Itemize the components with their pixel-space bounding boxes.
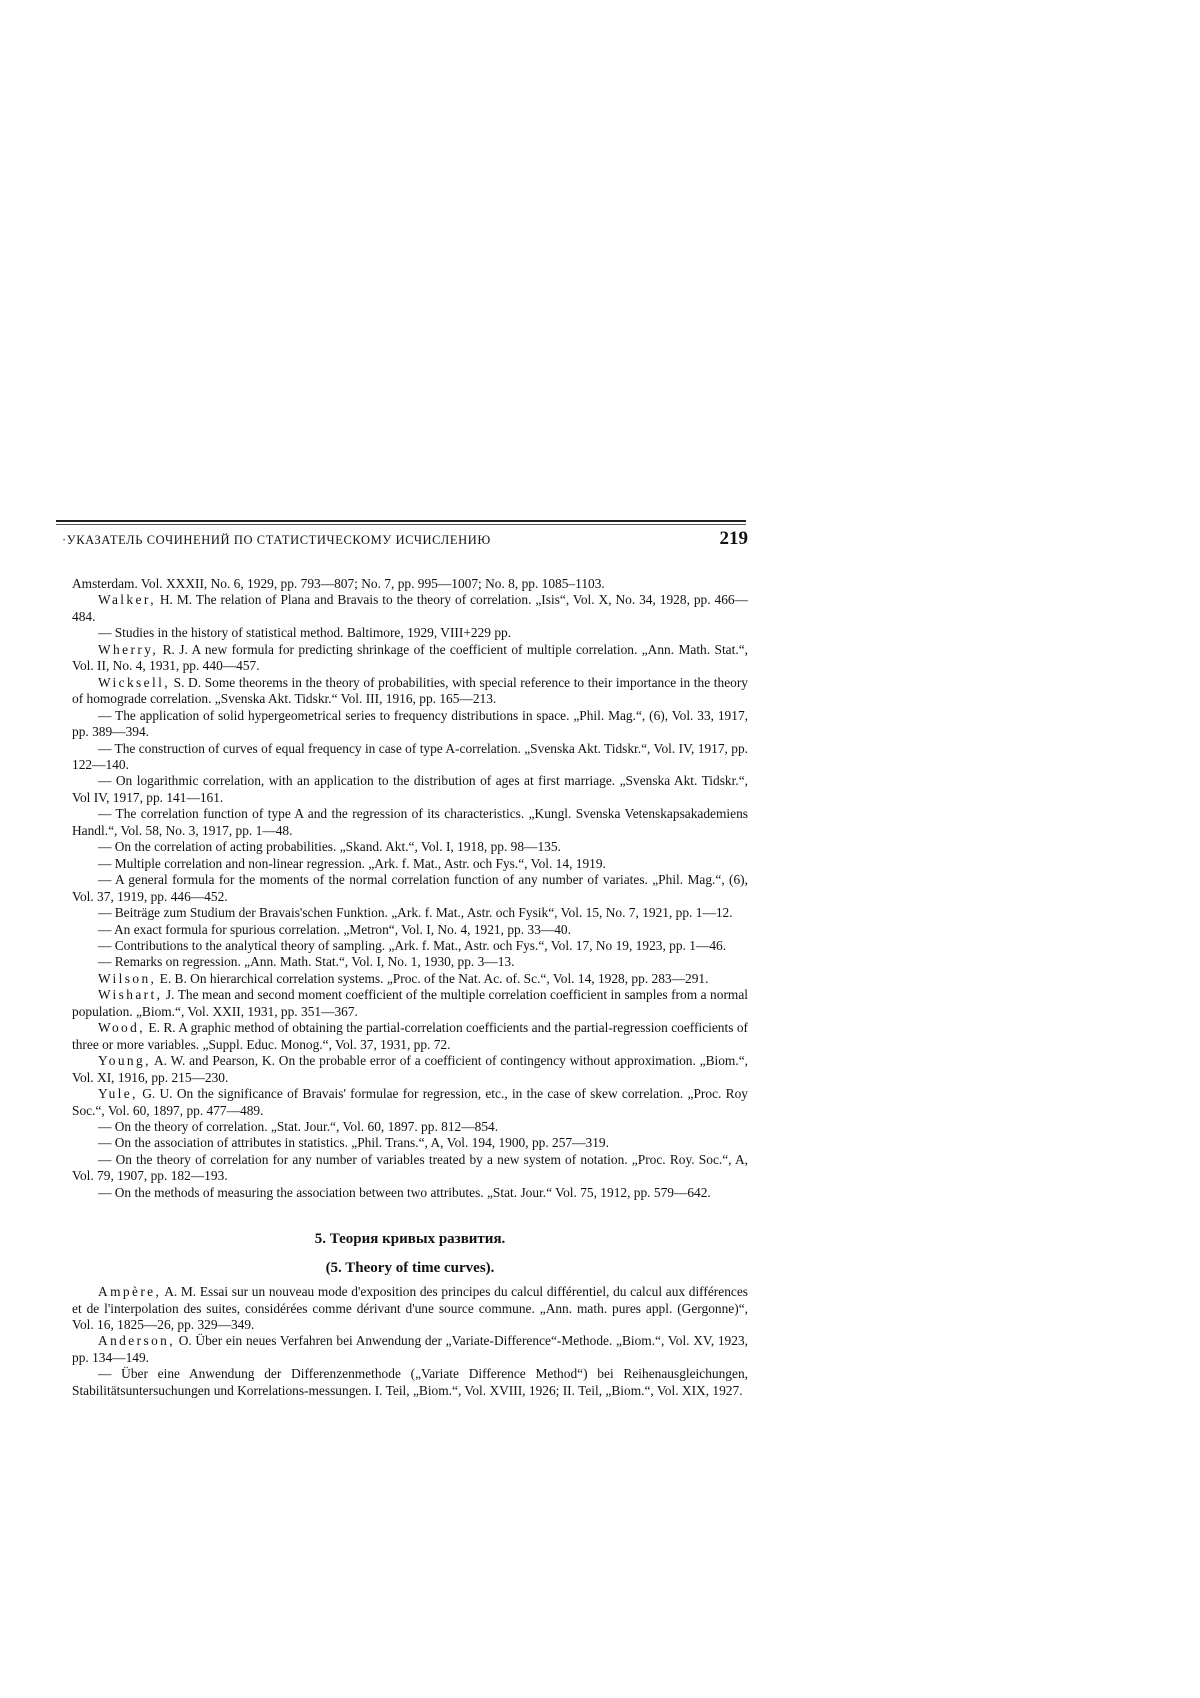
running-head (62, 528, 748, 550)
entry-text: — On logarithmic correlation, with an application to the distribution of ages at first marriage. „Svenska Akt. Tidskr.“, Vol IV, 1917, pp. 141—161. (72, 773, 748, 805)
bibliography-entry (72, 938, 748, 954)
entry-author: Wishart, (98, 987, 163, 1003)
entry-text: A. M. Essai sur un nouveau mode d'exposition des principes du calcul différentiel, du calcul aux différences et de l'interpolation des suites, considérées comme dérivant d'une source commune. „Ann. math. pures appl. (Gergonne)“, Vol. 16, 1825—26, pp. 329—349. (72, 1284, 748, 1333)
entry-text: S. D. Some theorems in the theory of probabilities, with special reference to their importance in the theory of homograde correlation. „Svenska Akt. Tidskr.“ Vol. III, 1916, pp. 165—213. (72, 674, 748, 707)
entry-text: — On the theory of correlation for any number of variables treated by a new system of notation. „Proc. Roy. Soc.“, A, Vol. 79, 1907, pp. 182—193. (72, 1151, 748, 1184)
bibliography-entry (72, 642, 748, 675)
bibliography-entries (72, 576, 748, 1201)
bibliography-entry (72, 1333, 748, 1366)
entry-text: H. M. The relation of Plana and Bravais to the theory of correlation. „Isis“, Vol. X, No. 34, 1928, pp. 466—484. (72, 592, 748, 624)
entry-text: — On the theory of correlation. „Stat. Jour.“, Vol. 60, 1897. pp. 812—854. (98, 1118, 499, 1134)
entry-author: Ampère, (98, 1284, 162, 1300)
entry-text: — Beiträge zum Studium der Bravais'schen Funktion. „Ark. f. Mat., Astr. och Fysik“, Vol. 15, No. 7, 1921, pp. 1—12. (98, 905, 733, 921)
entry-text: E. R. A graphic method of obtaining the partial-correlation coefficients and the partial-regression coefficients of three or more variables. „Suppl. Educ. Monog.“, Vol. 37, 1931, pp. 72. (72, 1020, 748, 1052)
bibliography-entry (72, 1053, 748, 1086)
entry-author: Wicksell, (98, 674, 171, 690)
entry-author: Young, (98, 1053, 151, 1069)
page-number: 219 (719, 528, 748, 549)
bibliography-entry (72, 1135, 748, 1151)
entry-text: A. W. and Pearson, K. On the probable error of a coefficient of contingency without approximation. „Biom.“, Vol. XI, 1916, pp. 215—230. (72, 1053, 748, 1085)
entry-author: Wilson, (98, 970, 157, 986)
bibliography-entry (72, 708, 748, 741)
bibliography-entry (72, 1152, 748, 1185)
running-title: ·УКАЗАТЕЛЬ СОЧИНЕНИЙ ПО СТАТИСТИЧЕСКОМУ ИСЧИСЛЕНИЮ (62, 533, 491, 547)
section-entries (72, 1284, 748, 1399)
bibliography-entry (72, 1284, 748, 1333)
entry-text: — A general formula for the moments of the normal correlation function of any number of variates. „Phil. Mag.“, (6), Vol. 37, 1919, pp. 446—452. (72, 872, 748, 904)
section-title-en: (5. Theory of time curves). (325, 1259, 495, 1276)
section-title-ru: 5. Теория кривых развития. (314, 1231, 506, 1248)
entry-author: Walker, (98, 592, 156, 608)
bibliography-entry (72, 987, 748, 1020)
bibliography-entry (72, 905, 748, 921)
bibliography-entry (72, 872, 748, 905)
bibliography-entry (72, 576, 748, 592)
bibliography-entry (72, 773, 748, 806)
header-rule (56, 520, 746, 522)
entry-text: — Studies in the history of statistical method. Baltimore, 1929, VIII+229 pp. (98, 625, 512, 641)
bibliography-entry (72, 971, 748, 987)
bibliography-entry (72, 741, 748, 774)
entry-text: — On the correlation of acting probabilities. „Skand. Akt.“, Vol. I, 1918, pp. 98—135. (98, 839, 561, 855)
entry-text: O. Über ein neues Verfahren bei Anwendung der „Variate-Difference“-Methode. „Biom.“, Vol. XV, 1923, pp. 134—149. (72, 1333, 748, 1365)
bibliography-body (72, 576, 748, 1399)
entry-text: R. J. A new formula for predicting shrinkage of the coefficient of multiple correlation. „Ann. Math. Stat.“, Vol. II, No. 4, 1931, pp. 440—457. (72, 641, 748, 674)
bibliography-entry (72, 922, 748, 938)
entry-text: J. The mean and second moment coefficient of the multiple correlation coefficient in samples from a normal population. „Biom.“, Vol. XXII, 1931, pp. 351—367. (72, 987, 748, 1019)
bibliography-entry (72, 1185, 748, 1201)
entry-author: Anderson, (98, 1333, 176, 1349)
bibliography-entry (72, 592, 748, 625)
entry-text: — Multiple correlation and non-linear regression. „Ark. f. Mat., Astr. och Fys.“, Vol. 14, 1919. (98, 855, 606, 871)
entry-text: — On the association of attributes in statistics. „Phil. Trans.“, A, Vol. 194, 1900, pp. 257—319. (98, 1135, 609, 1151)
bibliography-entry (72, 856, 748, 872)
bibliography-entry (72, 1119, 748, 1135)
entry-text: — The construction of curves of equal frequency in case of type A-correlation. „Svenska Akt. Tidskr.“, Vol. IV, 1917, pp. 122—140. (72, 740, 748, 772)
entry-text: E. B. On hierarchical correlation systems. „Proc. of the Nat. Ac. of. Sc.“, Vol. 14, 1928, pp. 283—291. (156, 970, 709, 986)
entry-text: — The application of solid hypergeometrical series to frequency distributions in space. „Phil. Mag.“, (6), Vol. 33, 1917, pp. 389—394. (72, 707, 748, 740)
bibliography-entry (72, 1086, 748, 1119)
entry-text: — An exact formula for spurious correlation. „Metron“, Vol. I, No. 4, 1921, pp. 33—40. (98, 921, 571, 937)
bibliography-entry (72, 1366, 748, 1399)
bibliography-entry (72, 839, 748, 855)
entry-text: Amsterdam. Vol. XXXII, No. 6, 1929, pp. 793—807; No. 7, pp. 995—1007; No. 8, pp. 1085–1103. (72, 576, 605, 591)
header-rule-thin (56, 524, 746, 525)
bibliography-entry (72, 1020, 748, 1053)
entry-text: — Contributions to the analytical theory of sampling. „Ark. f. Mat., Astr. och Fys.“, Vol. 17, No 19, 1923, pp. 1—46. (98, 937, 727, 953)
bibliography-entry (72, 675, 748, 708)
bibliography-entry (72, 625, 748, 641)
entry-text: — On the methods of measuring the association between two attributes. „Stat. Jour.“ Vol. 75, 1912, pp. 579—642. (98, 1184, 711, 1200)
entry-author: Wood, (98, 1020, 145, 1036)
entry-text: — Über eine Anwendung der Differenzenmethode („Variate Difference Method“) bei Reihenausgleichungen, Stabilitätsuntersuchungen und Korrelations-messungen. I. Teil, „Biom.“, Vol. XVIII, 1926; II. Teil, „Biom.“, Vol. XIX, 1927. (72, 1366, 748, 1398)
entry-text: — The correlation function of type A and the regression of its characteristics. „Kungl. Svenska Vetenskapsakademiens Handl.“, Vol. 58, No. 3, 1917, pp. 1—48. (72, 806, 748, 838)
entry-text: G. U. On the significance of Bravais' formulae for regression, etc., in the case of skew correlation. „Proc. Roy Soc.“, Vol. 60, 1897, pp. 477—489. (72, 1086, 748, 1118)
bibliography-entry (72, 954, 748, 970)
entry-author: Yule, (98, 1086, 138, 1102)
entry-text: — Remarks on regression. „Ann. Math. Stat.“, Vol. I, No. 1, 1930, pp. 3—13. (98, 954, 515, 970)
bibliography-entry (72, 806, 748, 839)
entry-author: Wherry, (98, 641, 159, 657)
